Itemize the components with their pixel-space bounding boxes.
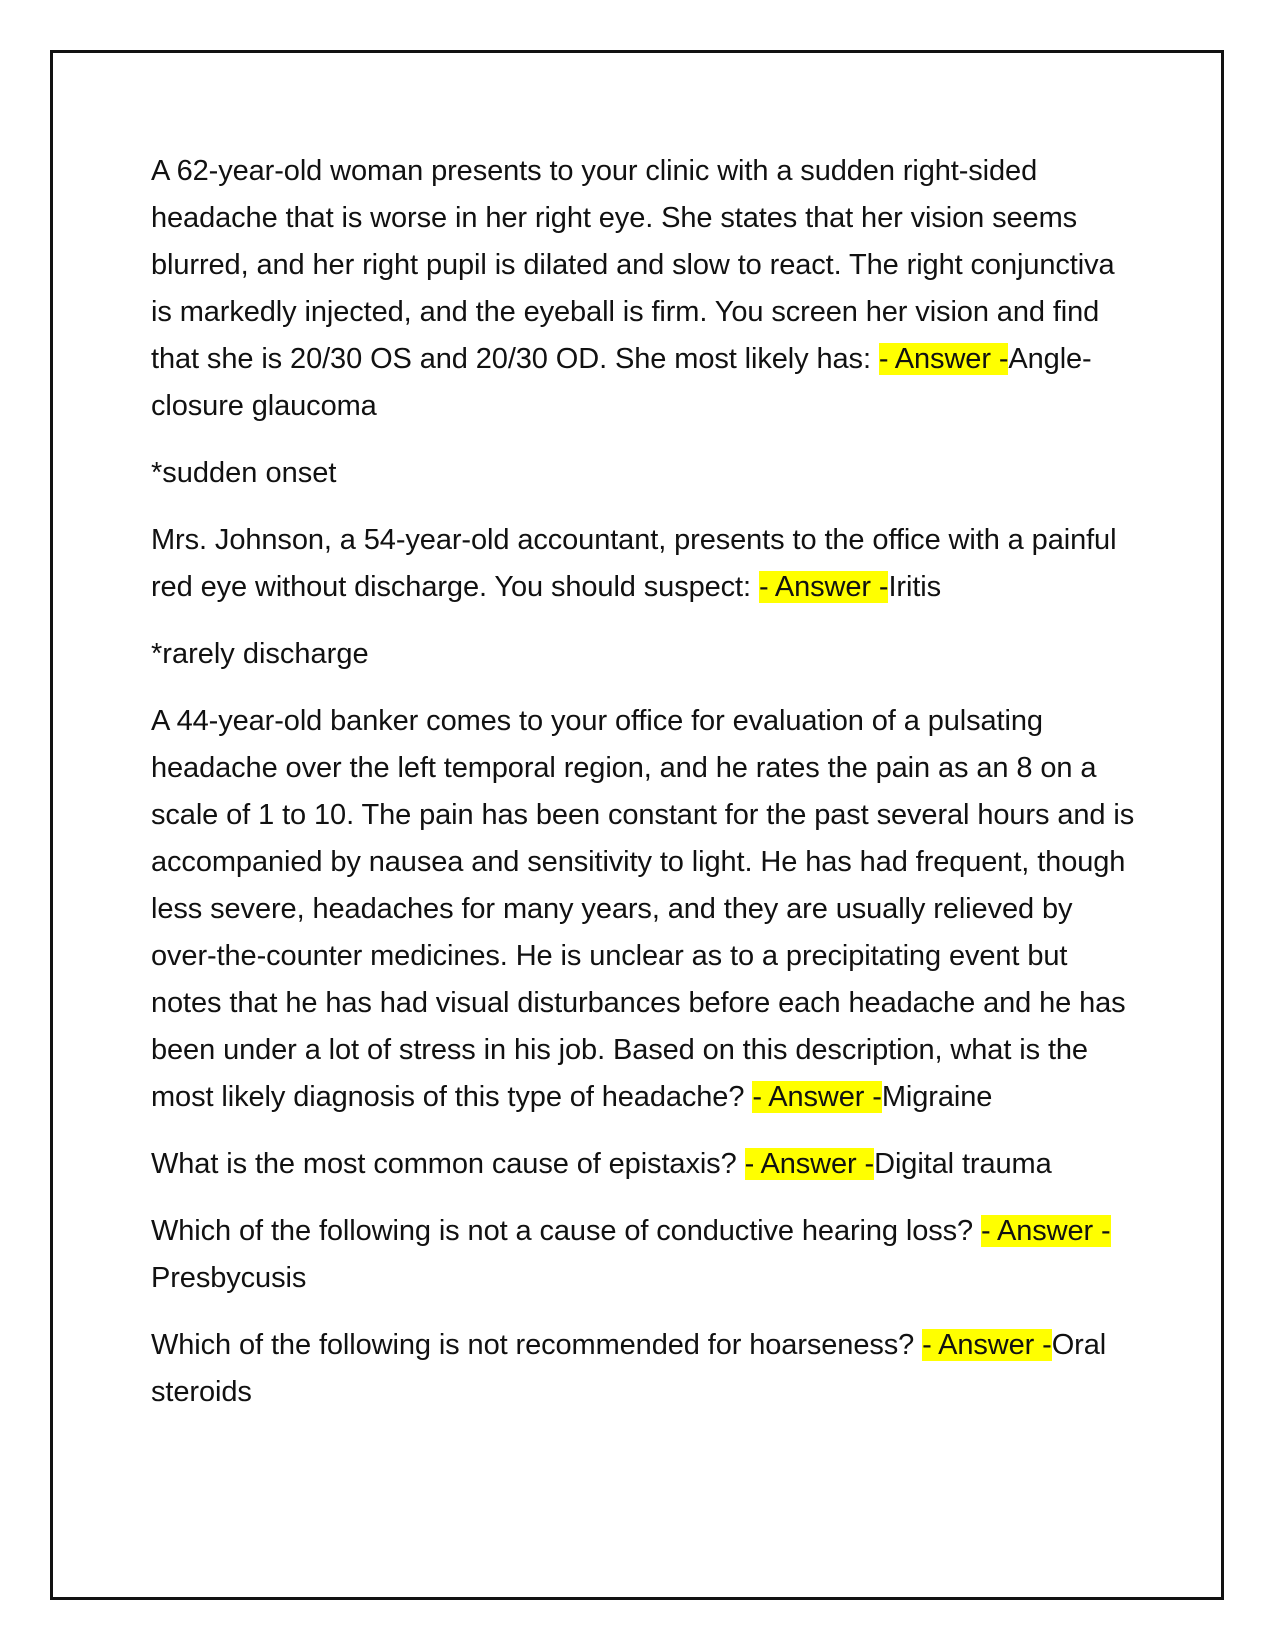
question-text: What is the most common cause of epistaxis? bbox=[151, 1148, 745, 1180]
qa-item-5 bbox=[151, 1208, 1136, 1302]
question-text: Mrs. Johnson, a 54-year-old accountant, presents to the office with a painful red eye without discharge. You should suspect: bbox=[151, 524, 1117, 603]
document-body bbox=[151, 148, 1136, 1436]
question-text: Which of the following is not a cause of conductive hearing loss? bbox=[151, 1215, 982, 1247]
answer-text: Oral steroids bbox=[151, 1329, 1107, 1408]
answer-marker: - Answer - bbox=[744, 1148, 875, 1180]
question-text: A 62-year-old woman presents to your clinic with a sudden right-sided headache that is worse in her right eye. She states that her vision seems blurred, and her right pupil is dilated and slow to react. The right conjunctiva is markedly injected, and the eyeball is firm. You screen her vision and find that she is 20/30 OS and 20/30 OD. She most likely has: bbox=[151, 155, 1115, 375]
question-text: Which of the following is not recommended for hoarseness? bbox=[151, 1329, 923, 1361]
qa-item-3 bbox=[151, 698, 1136, 1121]
note-1: *sudden onset bbox=[151, 457, 337, 489]
answer-marker: - Answer - bbox=[752, 1081, 882, 1113]
answer-text: Presbycusis bbox=[151, 1262, 307, 1294]
answer-marker: - Answer - bbox=[758, 571, 889, 603]
answer-text: Digital trauma bbox=[874, 1148, 1052, 1180]
question-text: A 44-year-old banker comes to your office for evaluation of a pulsating headache over the left temporal region, and he rates the pain as an 8 on a scale of 1 to 10. The pain has been constant for the past several hours and is accompanied by nausea and sensitivity to light. He has had frequent, though less severe, headaches for many years, and they are usually relieved by over-the-counter medicines. He is unclear as to a precipitating event but notes that he has had visual disturbances before each headache and he has been under a lot of stress in his job. Based on this description, what is the most likely diagnosis of this type of headache? bbox=[151, 705, 1135, 1113]
answer-marker: - Answer - bbox=[878, 343, 1009, 375]
qa-item-4 bbox=[151, 1141, 1136, 1188]
qa-item-2 bbox=[151, 517, 1136, 611]
answer-marker: - Answer - bbox=[981, 1215, 1111, 1247]
answer-marker: - Answer - bbox=[922, 1329, 1052, 1361]
note-2: *rarely discharge bbox=[151, 638, 369, 670]
qa-item-1 bbox=[151, 148, 1136, 430]
answer-text: Migraine bbox=[881, 1081, 993, 1113]
answer-text: Angle-closure glaucoma bbox=[151, 343, 1092, 422]
answer-text: Iritis bbox=[888, 571, 942, 603]
qa-item-6 bbox=[151, 1322, 1136, 1416]
